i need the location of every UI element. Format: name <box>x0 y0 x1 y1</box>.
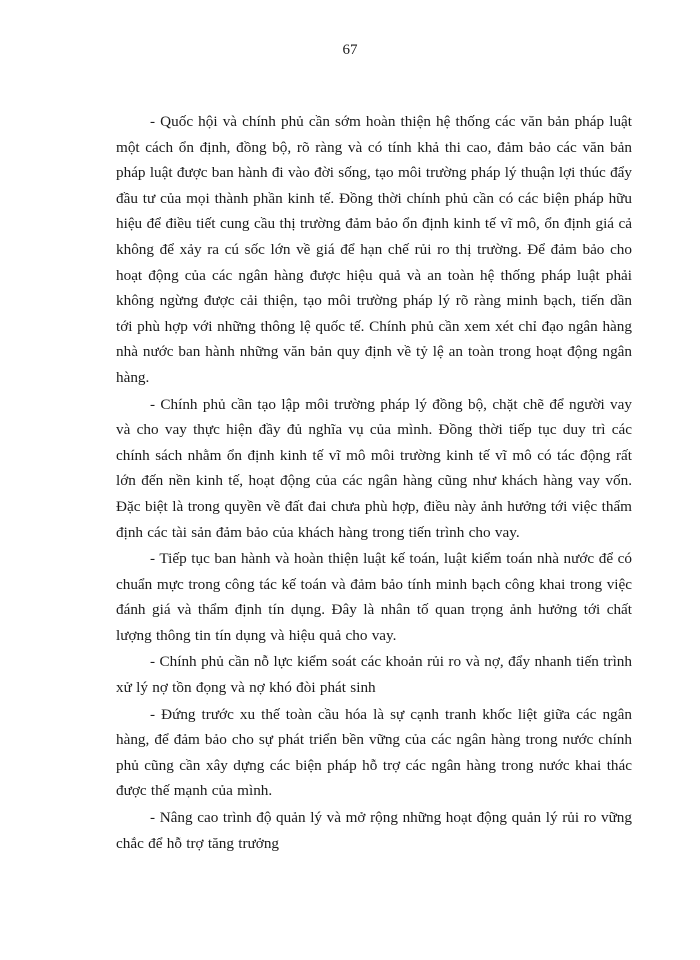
paragraph-risk-management: - Nâng cao trình độ quản lý và mở rộng những hoạt động quản lý rủi ro vững chắc để hỗ trợ tăng trưởng <box>116 809 632 852</box>
paragraph-accounting-law: - Tiếp tục ban hành và hoàn thiện luật kế toán, luật kiểm toán nhà nước để có chuẩn mực trong công tác kế toán và đảm bảo tính minh bạch công khai trong việc đánh giá và thẩm định tín dụng. Đây là nhân tố quan trọng ảnh hưởng tới chất lượng thông tin tín dụng và hiệu quả cho vay. <box>116 550 632 644</box>
paragraph-legal-system: - Quốc hội và chính phủ cần sớm hoàn thiện hệ thống các văn bản pháp luật một cách ổn định, đồng bộ, rõ ràng và có tính khả thi cao, đảm bảo các văn bản pháp luật được ban hành đi vào đời sống, tạo môi trường pháp lý thuận lợi thúc đẩy đầu tư của mọi thành phần kinh tế. Đồng thời chính phủ cần có các biện pháp hữu hiệu để điều tiết cung cầu thị trường đảm bảo ổn định kinh tế vĩ mô, ổn định giá cả không để xảy ra cú sốc lớn về giá để hạn chế rủi ro thị trường. Để đảm bảo cho hoạt động của các ngân hàng được hiệu quả và an toàn hệ thống pháp luật phải không ngừng được cải thiện, tạo môi trường pháp lý rõ ràng minh bạch, tiến dần tới phù hợp với những thông lệ quốc tế. Chính phủ cần xem xét chỉ đạo ngân hàng nhà nước ban hành những văn bản quy định về tỷ lệ an toàn trong hoạt động ngân hàng. <box>116 113 632 386</box>
paragraph-legal-environment: - Chính phủ cần tạo lập môi trường pháp lý đồng bộ, chặt chẽ để người vay và cho vay thực hiện đầy đủ nghĩa vụ của mình. Đồng thời tiếp tục duy trì các chính sách nhằm ổn định kinh tế vĩ mô môi trường kinh tế vĩ mô có tác động rất lớn đến nền kinh tế, hoạt động của các ngân hàng cũng như khách hàng vay vốn. Đặc biệt là trong quyền về đất đai chưa phù hợp, điều này ảnh hưởng tới việc thẩm định các tài sản đảm bảo của khách hàng trong tiến trình cho vay. <box>116 395 632 541</box>
body-text <box>116 109 632 856</box>
paragraph-risk-control: - Chính phủ cần nỗ lực kiểm soát các khoản rủi ro và nợ, đẩy nhanh tiến trình xử lý nợ tồn đọng và nợ khó đòi phát sinh <box>116 653 632 697</box>
paragraph-globalization: - Đứng trước xu thế toàn cầu hóa là sự cạnh tranh khốc liệt giữa các ngân hàng, để đảm bảo cho sự phát triển bền vững của các ngân hàng trong nước chính phủ cũng cần xây dựng các biện pháp hỗ trợ các ngân hàng trong nước khai thác được thế mạnh của mình. <box>116 705 632 800</box>
page-number: 67 <box>342 42 358 58</box>
